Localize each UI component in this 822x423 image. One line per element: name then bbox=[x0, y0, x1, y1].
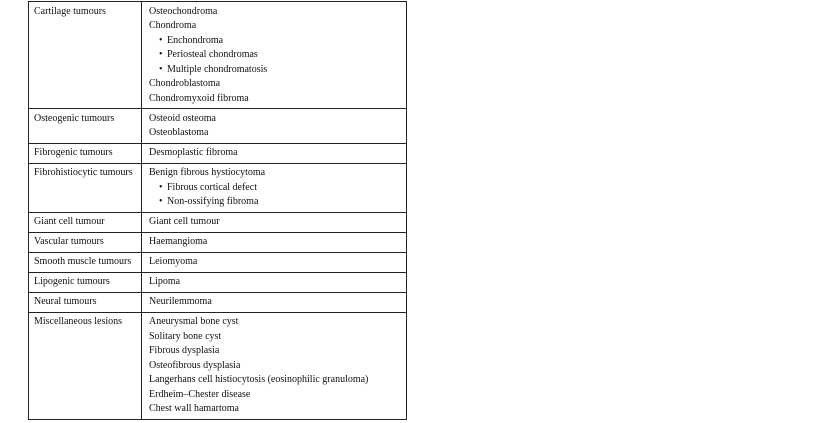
table-row bbox=[29, 143, 407, 163]
tumour-type-item bbox=[149, 5, 405, 20]
tumour-type-label: Langerhans cell histiocytosis (eosinophilic granuloma) bbox=[149, 374, 369, 385]
tumour-type-item bbox=[149, 126, 405, 141]
tumour-type-item bbox=[149, 402, 405, 417]
tumour-type-label: Aneurysmal bone cyst bbox=[149, 316, 239, 327]
tumour-category-cell: Giant cell tumour bbox=[29, 212, 142, 232]
tumour-type-item bbox=[149, 146, 405, 161]
tumour-subtype-item bbox=[149, 195, 405, 210]
tumour-type-item bbox=[149, 77, 405, 92]
bullet-icon: • bbox=[159, 34, 163, 46]
tumour-type-item bbox=[149, 215, 405, 230]
tumour-type-label: Chest wall hamartoma bbox=[149, 403, 239, 414]
bullet-icon: • bbox=[159, 63, 163, 75]
bullet-icon: • bbox=[159, 181, 163, 193]
tumour-subtype-item bbox=[149, 181, 405, 196]
tumour-type-item bbox=[149, 166, 405, 181]
tumour-type-item bbox=[149, 112, 405, 127]
tumour-category-cell: Lipogenic tumours bbox=[29, 272, 142, 292]
tumour-types-cell bbox=[142, 109, 407, 144]
tumour-type-label: Multiple chondromatosis bbox=[167, 63, 268, 75]
tumour-category-cell: Vascular tumours bbox=[29, 232, 142, 252]
tumour-category-cell: Smooth muscle tumours bbox=[29, 252, 142, 272]
tumour-category-cell: Miscellaneous lesions bbox=[29, 312, 142, 419]
tumour-type-label: Giant cell tumour bbox=[149, 216, 220, 227]
table-row bbox=[29, 2, 407, 109]
tumour-type-label: Osteochondroma bbox=[149, 5, 218, 17]
tumour-category-cell: Neural tumours bbox=[29, 292, 142, 312]
tumour-type-label: Neurilemmoma bbox=[149, 296, 212, 307]
table-row bbox=[29, 252, 407, 272]
tumour-category-cell: Osteogenic tumours bbox=[29, 109, 142, 144]
tumour-type-label: Osteoid osteoma bbox=[149, 112, 216, 124]
table-row bbox=[29, 292, 407, 312]
tumour-type-item bbox=[149, 315, 405, 330]
tumour-type-label: Chondromyxoid fibroma bbox=[149, 92, 249, 104]
table-row bbox=[29, 109, 407, 144]
tumour-type-label: Enchondroma bbox=[167, 34, 224, 46]
tumour-type-item bbox=[149, 295, 405, 310]
tumour-type-label: Benign fibrous hystiocytoma bbox=[149, 167, 266, 178]
table-row bbox=[29, 312, 407, 419]
tumour-type-item bbox=[149, 235, 405, 250]
tumour-type-item bbox=[149, 373, 405, 388]
tumour-types-cell bbox=[142, 292, 407, 312]
tumour-type-label: Desmoplastic fibroma bbox=[149, 147, 238, 158]
tumour-type-item bbox=[149, 275, 405, 290]
tumour-types-cell bbox=[142, 232, 407, 252]
tumour-types-cell bbox=[142, 252, 407, 272]
table-row bbox=[29, 163, 407, 212]
tumour-type-item bbox=[149, 388, 405, 403]
tumour-type-item bbox=[149, 359, 405, 374]
tumour-category-cell: Cartilage tumours bbox=[29, 2, 142, 109]
tumour-subtype-item bbox=[149, 34, 405, 49]
tumour-type-label: Chondroblastoma bbox=[149, 78, 221, 89]
tumour-type-item bbox=[149, 92, 405, 107]
bullet-icon: • bbox=[159, 49, 163, 60]
tumour-type-label: Periosteal chondromas bbox=[167, 49, 258, 60]
tumour-category-cell: Fibrogenic tumours bbox=[29, 143, 142, 163]
tumour-type-label: Osteoblastoma bbox=[149, 127, 209, 138]
tumour-types-cell bbox=[142, 272, 407, 292]
bullet-icon: • bbox=[159, 196, 163, 207]
tumour-type-item bbox=[149, 255, 405, 270]
tumour-type-label: Osteofibrous dysplasia bbox=[149, 359, 241, 371]
tumour-subtype-item bbox=[149, 48, 405, 63]
tumour-type-label: Chondroma bbox=[149, 20, 197, 31]
tumour-type-label: Lipoma bbox=[149, 276, 181, 287]
tumour-types-cell bbox=[142, 163, 407, 212]
tumour-category-cell: Fibrohistiocytic tumours bbox=[29, 163, 142, 212]
tumour-types-cell bbox=[142, 143, 407, 163]
tumour-type-label: Leiomyoma bbox=[149, 256, 198, 267]
tumour-types-cell bbox=[142, 312, 407, 419]
tumour-type-label: Fibrous cortical defect bbox=[167, 181, 257, 193]
table-row bbox=[29, 232, 407, 252]
tumour-type-label: Non-ossifying fibroma bbox=[167, 196, 259, 207]
tumour-type-label: Erdheim–Chester disease bbox=[149, 388, 251, 400]
tumour-type-label: Haemangioma bbox=[149, 236, 208, 247]
tumour-type-item bbox=[149, 344, 405, 359]
tumour-classification-table bbox=[28, 1, 407, 420]
tumour-types-cell bbox=[142, 2, 407, 109]
table-body bbox=[29, 2, 407, 420]
table-row bbox=[29, 212, 407, 232]
table-row bbox=[29, 272, 407, 292]
tumour-type-item bbox=[149, 19, 405, 34]
tumour-type-label: Fibrous dysplasia bbox=[149, 345, 220, 356]
tumour-subtype-item bbox=[149, 63, 405, 78]
tumour-types-cell bbox=[142, 212, 407, 232]
tumour-type-label: Solitary bone cyst bbox=[149, 330, 222, 342]
tumour-type-item bbox=[149, 330, 405, 345]
